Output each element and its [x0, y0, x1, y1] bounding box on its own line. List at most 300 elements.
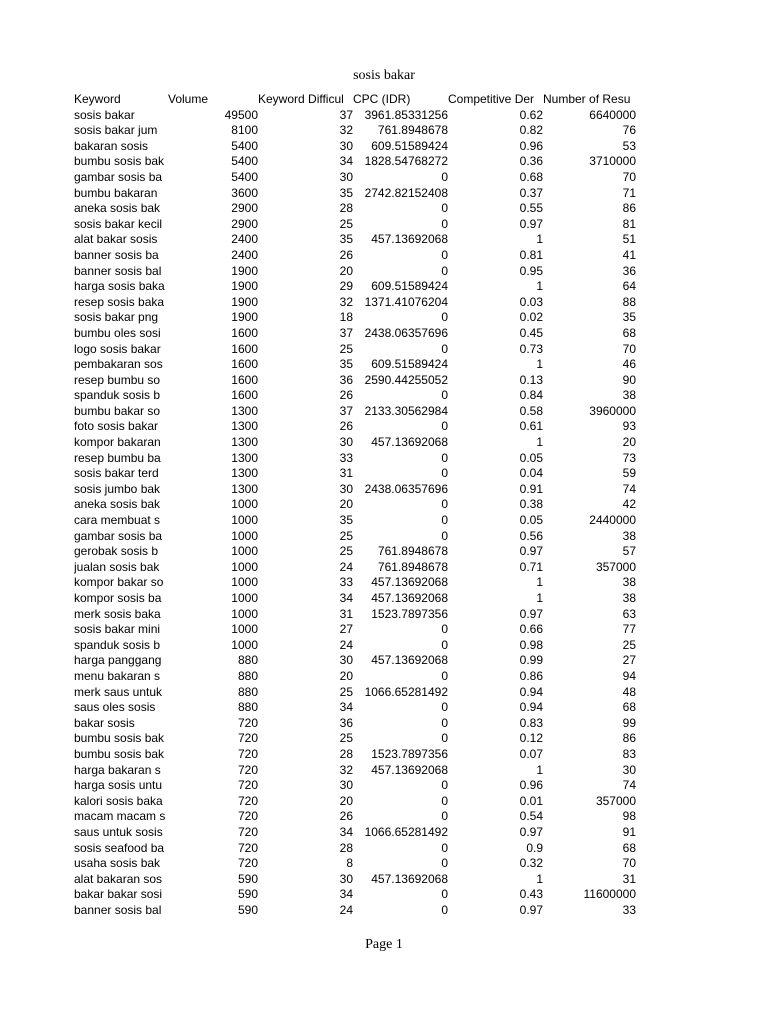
competitive-density-cell: 0.03 — [519, 294, 543, 309]
competitive-density-cell: 0.01 — [519, 793, 543, 808]
volume-cell: 1300 — [231, 450, 258, 465]
cpc-cell: 3961.85331256 — [364, 107, 448, 122]
competitive-density-cell: 0.94 — [519, 700, 543, 715]
keyword-cell: pembakaran sos — [74, 357, 163, 372]
cpc-cell: 1371.41076204 — [364, 294, 448, 309]
competitive-density-cell: 1 — [536, 435, 543, 450]
results-cell: 3710000 — [589, 154, 636, 169]
difficulty-cell: 34 — [339, 591, 353, 605]
difficulty-cell: 25 — [339, 544, 353, 559]
volume-cell: 590 — [237, 902, 258, 917]
volume-cell: 1000 — [231, 528, 258, 543]
results-cell: 83 — [622, 746, 636, 761]
results-cell: 90 — [622, 372, 636, 387]
results-cell: 38 — [622, 575, 636, 590]
cpc-cell: 0 — [441, 887, 448, 902]
volume-cell: 1000 — [231, 575, 258, 590]
keyword-cell: gambar sosis ba — [74, 169, 163, 184]
keyword-cell: foto sosis bakar — [74, 419, 159, 434]
volume-cell: 1300 — [231, 466, 258, 481]
results-cell: 91 — [622, 824, 636, 839]
results-cell: 42 — [622, 497, 636, 512]
volume-cell: 720 — [237, 793, 258, 808]
competitive-density-cell: 0.97 — [519, 902, 543, 917]
cpc-cell: 0 — [441, 856, 448, 871]
competitive-density-cell: 0.38 — [519, 497, 543, 512]
cpc-cell: 457.13692068 — [371, 871, 448, 886]
competitive-density-cell: 0.43 — [519, 887, 543, 902]
volume-cell: 1300 — [231, 435, 258, 450]
difficulty-cell: 18 — [339, 310, 353, 325]
difficulty-cell: 26 — [339, 388, 353, 403]
keyword-cell: sosis bakar kecil — [74, 216, 163, 231]
difficulty-cell: 33 — [339, 575, 353, 590]
cpc-cell: 761.8948678 — [377, 559, 448, 574]
cpc-cell: 0 — [441, 637, 448, 652]
volume-cell: 5400 — [231, 169, 258, 184]
results-cell: 11600000 — [583, 887, 636, 902]
volume-cell: 1900 — [231, 310, 258, 325]
volume-cell: 1000 — [231, 606, 258, 621]
volume-cell: 2400 — [231, 232, 258, 247]
difficulty-cell: 34 — [339, 887, 353, 902]
keyword-cell: gambar sosis ba — [74, 528, 163, 543]
difficulty-cell: 30 — [339, 169, 353, 184]
keyword-cell: spanduk sosis b — [74, 637, 161, 652]
results-cell: 357000 — [595, 793, 636, 808]
difficulty-cell: 24 — [339, 637, 353, 652]
cpc-cell: 0 — [441, 902, 448, 917]
results-cell: 74 — [622, 778, 636, 793]
results-cell: 70 — [622, 856, 636, 871]
cpc-cell: 0 — [441, 840, 448, 855]
competitive-density-cell: 1 — [536, 591, 543, 605]
competitive-density-cell: 0.96 — [519, 778, 543, 793]
results-cell: 38 — [622, 528, 636, 543]
keyword-cell: saus untuk sosis — [74, 824, 163, 839]
keyword-cell: macam macam s — [74, 809, 166, 824]
results-cell: 68 — [622, 700, 636, 715]
volume-cell: 1600 — [231, 388, 258, 403]
competitive-density-cell: 0.07 — [519, 746, 543, 761]
volume-cell: 880 — [237, 684, 258, 699]
competitive-density-cell: 0.9 — [526, 840, 543, 855]
competitive-density-cell: 0.82 — [519, 123, 543, 138]
cpc-cell: 0 — [441, 778, 448, 793]
cpc-cell: 0 — [441, 668, 448, 683]
volume-cell: 1900 — [231, 279, 258, 294]
volume-cell: 720 — [237, 840, 258, 855]
results-cell: 74 — [622, 481, 636, 496]
header-keyword: Keyword — [74, 92, 121, 106]
volume-cell: 1000 — [231, 622, 258, 637]
keyword-cell: usaha sosis bak — [74, 856, 161, 871]
keyword-cell: resep sosis baka — [74, 294, 165, 309]
keyword-cell: aneka sosis bak — [74, 201, 161, 216]
difficulty-cell: 28 — [339, 840, 353, 855]
volume-cell: 880 — [237, 653, 258, 668]
competitive-density-cell: 0.45 — [519, 325, 543, 340]
sheet-title: sosis bakar — [353, 68, 415, 83]
volume-cell: 720 — [237, 731, 258, 746]
results-cell: 76 — [622, 123, 636, 138]
difficulty-cell: 36 — [339, 372, 353, 387]
competitive-density-cell: 0.71 — [519, 559, 543, 574]
competitive-density-cell: 0.98 — [519, 637, 543, 652]
header-volume: Volume — [168, 92, 209, 106]
difficulty-cell: 26 — [339, 419, 353, 434]
results-cell: 25 — [622, 637, 636, 652]
competitive-density-cell: 0.96 — [519, 138, 543, 153]
cpc-cell: 2742.82152408 — [364, 185, 448, 200]
competitive-density-cell: 0.55 — [519, 201, 543, 216]
cpc-cell: 457.13692068 — [371, 232, 448, 247]
results-cell: 70 — [622, 341, 636, 356]
difficulty-cell: 24 — [339, 559, 353, 574]
difficulty-cell: 25 — [339, 731, 353, 746]
cpc-cell: 0 — [441, 466, 448, 481]
competitive-density-cell: 0.12 — [519, 731, 543, 746]
volume-cell: 1600 — [231, 372, 258, 387]
volume-cell: 1000 — [231, 497, 258, 512]
cpc-cell: 0 — [441, 513, 448, 528]
difficulty-cell: 25 — [339, 216, 353, 231]
results-cell: 64 — [622, 279, 636, 294]
competitive-density-cell: 0.56 — [519, 528, 543, 543]
competitive-density-cell: 1 — [536, 357, 543, 372]
cpc-cell: 0 — [441, 341, 448, 356]
competitive-density-cell: 0.02 — [519, 310, 543, 325]
header-number-of-results: Number of Resu — [543, 92, 631, 106]
difficulty-cell: 37 — [339, 403, 353, 418]
difficulty-cell: 30 — [339, 481, 353, 496]
competitive-density-cell: 1 — [536, 575, 543, 590]
competitive-density-cell: 0.95 — [519, 263, 543, 278]
cpc-cell: 1523.7897356 — [371, 746, 448, 761]
difficulty-cell: 35 — [339, 357, 353, 372]
keyword-cell: bumbu bakaran — [74, 185, 158, 200]
cpc-cell: 0 — [441, 419, 448, 434]
difficulty-cell: 31 — [339, 606, 353, 621]
difficulty-cell: 24 — [339, 902, 353, 917]
cpc-cell: 457.13692068 — [371, 575, 448, 590]
keyword-cell: sosis bakar png — [74, 310, 159, 325]
results-cell: 68 — [622, 840, 636, 855]
results-cell: 63 — [622, 606, 636, 621]
difficulty-cell: 32 — [339, 294, 353, 309]
competitive-density-cell: 0.97 — [519, 824, 543, 839]
difficulty-cell: 33 — [339, 450, 353, 465]
competitive-density-cell: 1 — [536, 232, 543, 247]
volume-cell: 720 — [237, 715, 258, 730]
cpc-cell: 0 — [441, 450, 448, 465]
difficulty-cell: 32 — [339, 123, 353, 138]
volume-cell: 1300 — [231, 403, 258, 418]
page-number: Page 1 — [365, 937, 403, 952]
competitive-density-cell: 0.99 — [519, 653, 543, 668]
cpc-cell: 0 — [441, 622, 448, 637]
keyword-cell: merk saus untuk — [74, 684, 163, 699]
results-cell: 33 — [622, 902, 636, 917]
cpc-cell: 1523.7897356 — [371, 606, 448, 621]
results-cell: 71 — [622, 185, 636, 200]
keyword-cell: menu bakaran s — [74, 668, 161, 683]
volume-cell: 1000 — [231, 559, 258, 574]
competitive-density-cell: 0.37 — [519, 185, 543, 200]
competitive-density-cell: 0.58 — [519, 403, 543, 418]
volume-cell: 720 — [237, 809, 258, 824]
competitive-density-cell: 0.04 — [519, 466, 543, 481]
difficulty-cell: 35 — [339, 232, 353, 247]
cpc-cell: 2438.06357696 — [364, 325, 448, 340]
keyword-cell: kalori sosis baka — [74, 793, 163, 808]
keyword-cell: bumbu sosis bak — [74, 154, 165, 169]
keyword-cell: banner sosis bal — [74, 902, 162, 917]
results-cell: 59 — [622, 466, 636, 481]
volume-cell: 3600 — [231, 185, 258, 200]
cpc-cell: 0 — [441, 310, 448, 325]
competitive-density-cell: 0.83 — [519, 715, 543, 730]
results-cell: 88 — [622, 294, 636, 309]
competitive-density-cell: 0.97 — [519, 606, 543, 621]
keyword-cell: spanduk sosis b — [74, 388, 161, 403]
difficulty-cell: 30 — [339, 653, 353, 668]
results-cell: 70 — [622, 169, 636, 184]
volume-cell: 1600 — [231, 357, 258, 372]
cpc-cell: 1066.65281492 — [364, 684, 448, 699]
results-cell: 86 — [622, 731, 636, 746]
difficulty-cell: 8 — [346, 856, 353, 871]
competitive-density-cell: 0.86 — [519, 668, 543, 683]
difficulty-cell: 27 — [339, 622, 353, 637]
volume-cell: 5400 — [231, 138, 258, 153]
competitive-density-cell: 0.73 — [519, 341, 543, 356]
keyword-cell: sosis bakar mini — [74, 622, 161, 637]
results-cell: 2440000 — [589, 513, 636, 528]
volume-cell: 1300 — [231, 481, 258, 496]
volume-cell: 2900 — [231, 216, 258, 231]
cpc-cell: 0 — [441, 216, 448, 231]
results-cell: 68 — [622, 325, 636, 340]
difficulty-cell: 34 — [339, 824, 353, 839]
volume-cell: 8100 — [231, 123, 258, 138]
keyword-cell: bakar bakar sosi — [74, 887, 163, 902]
results-cell: 94 — [622, 668, 636, 683]
results-cell: 27 — [622, 653, 636, 668]
results-cell: 6640000 — [589, 107, 636, 122]
competitive-density-cell: 0.84 — [519, 388, 543, 403]
volume-cell: 720 — [237, 762, 258, 777]
volume-cell: 880 — [237, 700, 258, 715]
cpc-cell: 457.13692068 — [371, 591, 448, 605]
difficulty-cell: 32 — [339, 762, 353, 777]
cpc-cell: 457.13692068 — [371, 653, 448, 668]
competitive-density-cell: 0.62 — [519, 107, 543, 122]
results-cell: 38 — [622, 591, 636, 605]
cpc-cell: 0 — [441, 809, 448, 824]
volume-cell: 1600 — [231, 325, 258, 340]
keyword-cell: banner sosis ba — [74, 247, 159, 262]
keyword-cell: harga bakaran s — [74, 762, 161, 777]
difficulty-cell: 30 — [339, 138, 353, 153]
results-cell: 53 — [622, 138, 636, 153]
competitive-density-cell: 0.32 — [519, 856, 543, 871]
competitive-density-cell: 1 — [536, 762, 543, 777]
cpc-cell: 0 — [441, 715, 448, 730]
results-cell: 41 — [622, 247, 636, 262]
volume-cell: 590 — [237, 871, 258, 886]
results-cell: 35 — [622, 310, 636, 325]
volume-cell: 1000 — [231, 591, 258, 605]
difficulty-cell: 37 — [339, 107, 353, 122]
results-cell: 46 — [622, 357, 636, 372]
cpc-cell: 2438.06357696 — [364, 481, 448, 496]
keyword-cell: resep bumbu ba — [74, 450, 161, 465]
difficulty-cell: 30 — [339, 435, 353, 450]
results-cell: 57 — [622, 544, 636, 559]
cpc-cell: 457.13692068 — [371, 435, 448, 450]
keyword-cell: harga panggang — [74, 653, 162, 668]
results-cell: 31 — [622, 871, 636, 886]
keyword-cell: aneka sosis bak — [74, 497, 161, 512]
keyword-cell: jualan sosis bak — [74, 559, 160, 574]
cpc-cell: 761.8948678 — [377, 123, 448, 138]
keyword-cell: gerobak sosis b — [74, 544, 159, 559]
cpc-cell: 0 — [441, 497, 448, 512]
keyword-cell: banner sosis bal — [74, 263, 162, 278]
keyword-cell: merk sosis baka — [74, 606, 161, 621]
competitive-density-cell: 0.91 — [519, 481, 543, 496]
difficulty-cell: 20 — [339, 793, 353, 808]
competitive-density-cell: 0.81 — [519, 247, 543, 262]
keyword-cell: alat bakar sosis — [74, 232, 158, 247]
competitive-density-cell: 0.61 — [519, 419, 543, 434]
volume-cell: 720 — [237, 746, 258, 761]
volume-cell: 49500 — [224, 107, 258, 122]
difficulty-cell: 20 — [339, 263, 353, 278]
volume-cell: 880 — [237, 668, 258, 683]
cpc-cell: 457.13692068 — [371, 762, 448, 777]
volume-cell: 1000 — [231, 513, 258, 528]
results-cell: 357000 — [595, 559, 636, 574]
cpc-cell: 0 — [441, 793, 448, 808]
cpc-cell: 609.51589424 — [371, 357, 448, 372]
cpc-cell: 0 — [441, 731, 448, 746]
volume-cell: 1000 — [231, 544, 258, 559]
keyword-cell: harga sosis untu — [74, 778, 163, 793]
cpc-cell: 609.51589424 — [371, 138, 448, 153]
volume-cell: 720 — [237, 824, 258, 839]
competitive-density-cell: 1 — [536, 871, 543, 886]
competitive-density-cell: 0.94 — [519, 684, 543, 699]
results-cell: 93 — [622, 419, 636, 434]
keyword-cell: resep bumbu so — [74, 372, 161, 387]
keyword-cell: sosis bakar terd — [74, 466, 159, 481]
header-competitive-density: Competitive Der — [448, 92, 535, 106]
difficulty-cell: 25 — [339, 341, 353, 356]
keyword-cell: bumbu sosis bak — [74, 746, 165, 761]
keyword-cell: kompor bakaran — [74, 435, 161, 450]
cpc-cell: 0 — [441, 263, 448, 278]
competitive-density-cell: 0.97 — [519, 544, 543, 559]
keyword-cell: bakaran sosis — [74, 138, 149, 153]
competitive-density-cell: 0.13 — [519, 372, 543, 387]
cpc-cell: 1828.54768272 — [364, 154, 448, 169]
competitive-density-cell: 1 — [536, 279, 543, 294]
competitive-density-cell: 0.36 — [519, 154, 543, 169]
keyword-cell: bakar sosis — [74, 715, 135, 730]
difficulty-cell: 35 — [339, 513, 353, 528]
difficulty-cell: 28 — [339, 746, 353, 761]
keyword-cell: bumbu bakar so — [74, 403, 161, 418]
competitive-density-cell: 0.66 — [519, 622, 543, 637]
keyword-cell: sosis bakar — [74, 107, 135, 122]
difficulty-cell: 29 — [339, 279, 353, 294]
difficulty-cell: 31 — [339, 466, 353, 481]
results-cell: 98 — [622, 809, 636, 824]
keyword-cell: logo sosis bakar — [74, 341, 161, 356]
results-cell: 20 — [622, 435, 636, 450]
keyword-cell: sosis bakar jum — [74, 123, 158, 138]
volume-cell: 1900 — [231, 263, 258, 278]
volume-cell: 2900 — [231, 201, 258, 216]
keyword-cell: bumbu oles sosi — [74, 325, 161, 340]
cpc-cell: 0 — [441, 201, 448, 216]
cpc-cell: 0 — [441, 388, 448, 403]
results-cell: 81 — [622, 216, 636, 231]
difficulty-cell: 25 — [339, 528, 353, 543]
cpc-cell: 0 — [441, 700, 448, 715]
competitive-density-cell: 0.68 — [519, 169, 543, 184]
difficulty-cell: 20 — [339, 668, 353, 683]
results-cell: 38 — [622, 388, 636, 403]
competitive-density-cell: 0.05 — [519, 513, 543, 528]
volume-cell: 1900 — [231, 294, 258, 309]
results-cell: 77 — [622, 622, 636, 637]
results-cell: 86 — [622, 201, 636, 216]
cpc-cell: 1066.65281492 — [364, 824, 448, 839]
cpc-cell: 0 — [441, 528, 448, 543]
keyword-cell: sosis jumbo bak — [74, 481, 161, 496]
header-keyword-difficulty: Keyword Difficul — [258, 92, 344, 106]
results-cell: 73 — [622, 450, 636, 465]
cpc-cell: 609.51589424 — [371, 279, 448, 294]
volume-cell: 720 — [237, 856, 258, 871]
difficulty-cell: 35 — [339, 185, 353, 200]
difficulty-cell: 34 — [339, 154, 353, 169]
cpc-cell: 2133.30562984 — [364, 403, 448, 418]
difficulty-cell: 26 — [339, 247, 353, 262]
keyword-cell: cara membuat s — [74, 513, 161, 528]
volume-cell: 590 — [237, 887, 258, 902]
difficulty-cell: 20 — [339, 497, 353, 512]
cpc-cell: 0 — [441, 247, 448, 262]
keyword-cell: alat bakaran sos — [74, 871, 163, 886]
difficulty-cell: 30 — [339, 778, 353, 793]
competitive-density-cell: 0.05 — [519, 450, 543, 465]
difficulty-cell: 25 — [339, 684, 353, 699]
results-cell: 99 — [622, 715, 636, 730]
keyword-cell: bumbu sosis bak — [74, 731, 165, 746]
cpc-cell: 2590.44255052 — [364, 372, 448, 387]
keyword-cell: saus oles sosis — [74, 700, 156, 715]
results-cell: 30 — [622, 762, 636, 777]
volume-cell: 1600 — [231, 341, 258, 356]
volume-cell: 720 — [237, 778, 258, 793]
header-cpc: CPC (IDR) — [353, 92, 411, 106]
volume-cell: 5400 — [231, 154, 258, 169]
competitive-density-cell: 0.97 — [519, 216, 543, 231]
